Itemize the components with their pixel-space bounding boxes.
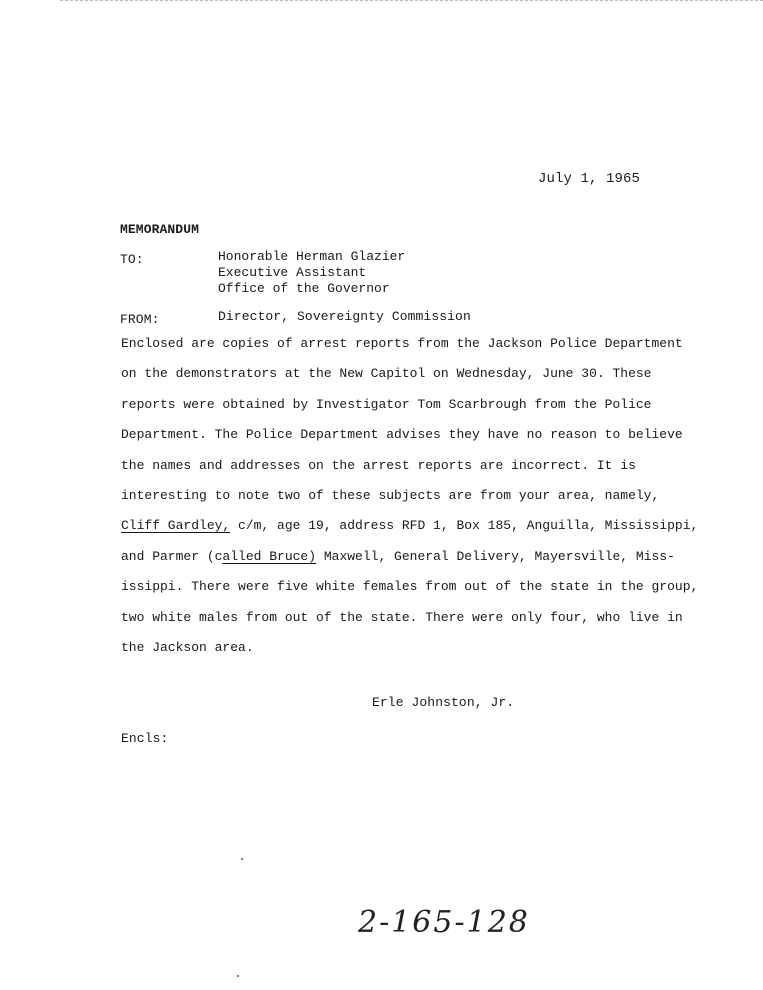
body-line: Enclosed are copies of arrest reports from the Jackson Police Department — [121, 336, 683, 351]
to-label: TO: — [120, 252, 144, 267]
body-line: the names and addresses on the arrest reports are incorrect. It is — [121, 457, 636, 473]
signature: Erle Johnston, Jr. — [372, 695, 515, 710]
memo-date: July 1, 1965 — [538, 171, 641, 187]
sender: Director, Sovereignty Commission — [218, 309, 471, 324]
enclosures-label: Encls: — [121, 731, 169, 746]
body-line-rest: c/m, age 19, address RFD 1, Box 185, Anguilla, Mississippi, — [230, 518, 699, 534]
body-line — [121, 549, 711, 579]
body-line: two white males from out of the state. There were only four, who live in — [121, 609, 683, 625]
underlined-name: alled Bruce) — [222, 548, 317, 564]
body-line: interesting to note two of these subjects are from your area, namely, — [121, 487, 660, 503]
body-line-pre: and Parmer (c — [121, 548, 223, 564]
body-line-post: Maxwell, General Delivery, Mayersville, Miss- — [316, 548, 675, 564]
recipient-block — [218, 249, 405, 297]
recipient-office: Office of the Governor — [218, 281, 390, 296]
recipient-title: Executive Assistant — [218, 265, 367, 280]
memo-body — [121, 336, 711, 670]
body-line — [121, 518, 711, 548]
body-line: the Jackson area. — [121, 639, 254, 655]
body-line: reports were obtained by Investigator Tom Scarbrough from the Police — [121, 396, 652, 412]
scan-speck — [241, 858, 243, 860]
body-line: on the demonstrators at the New Capitol on Wednesday, June 30. These — [121, 366, 652, 382]
memo-heading: MEMORANDUM — [120, 222, 200, 237]
from-label: FROM: — [120, 312, 160, 327]
scan-edge — [60, 0, 763, 5]
scan-speck — [237, 975, 239, 977]
body-line: Department. The Police Department advises they have no reason to believe — [121, 427, 683, 443]
body-line: issippi. There were five white females from out of the state in the group, — [121, 579, 699, 595]
underlined-name: Cliff Gardley, — [121, 518, 231, 534]
recipient-name: Honorable Herman Glazier — [218, 249, 406, 264]
handwritten-document-number: 2-165-128 — [358, 905, 530, 940]
